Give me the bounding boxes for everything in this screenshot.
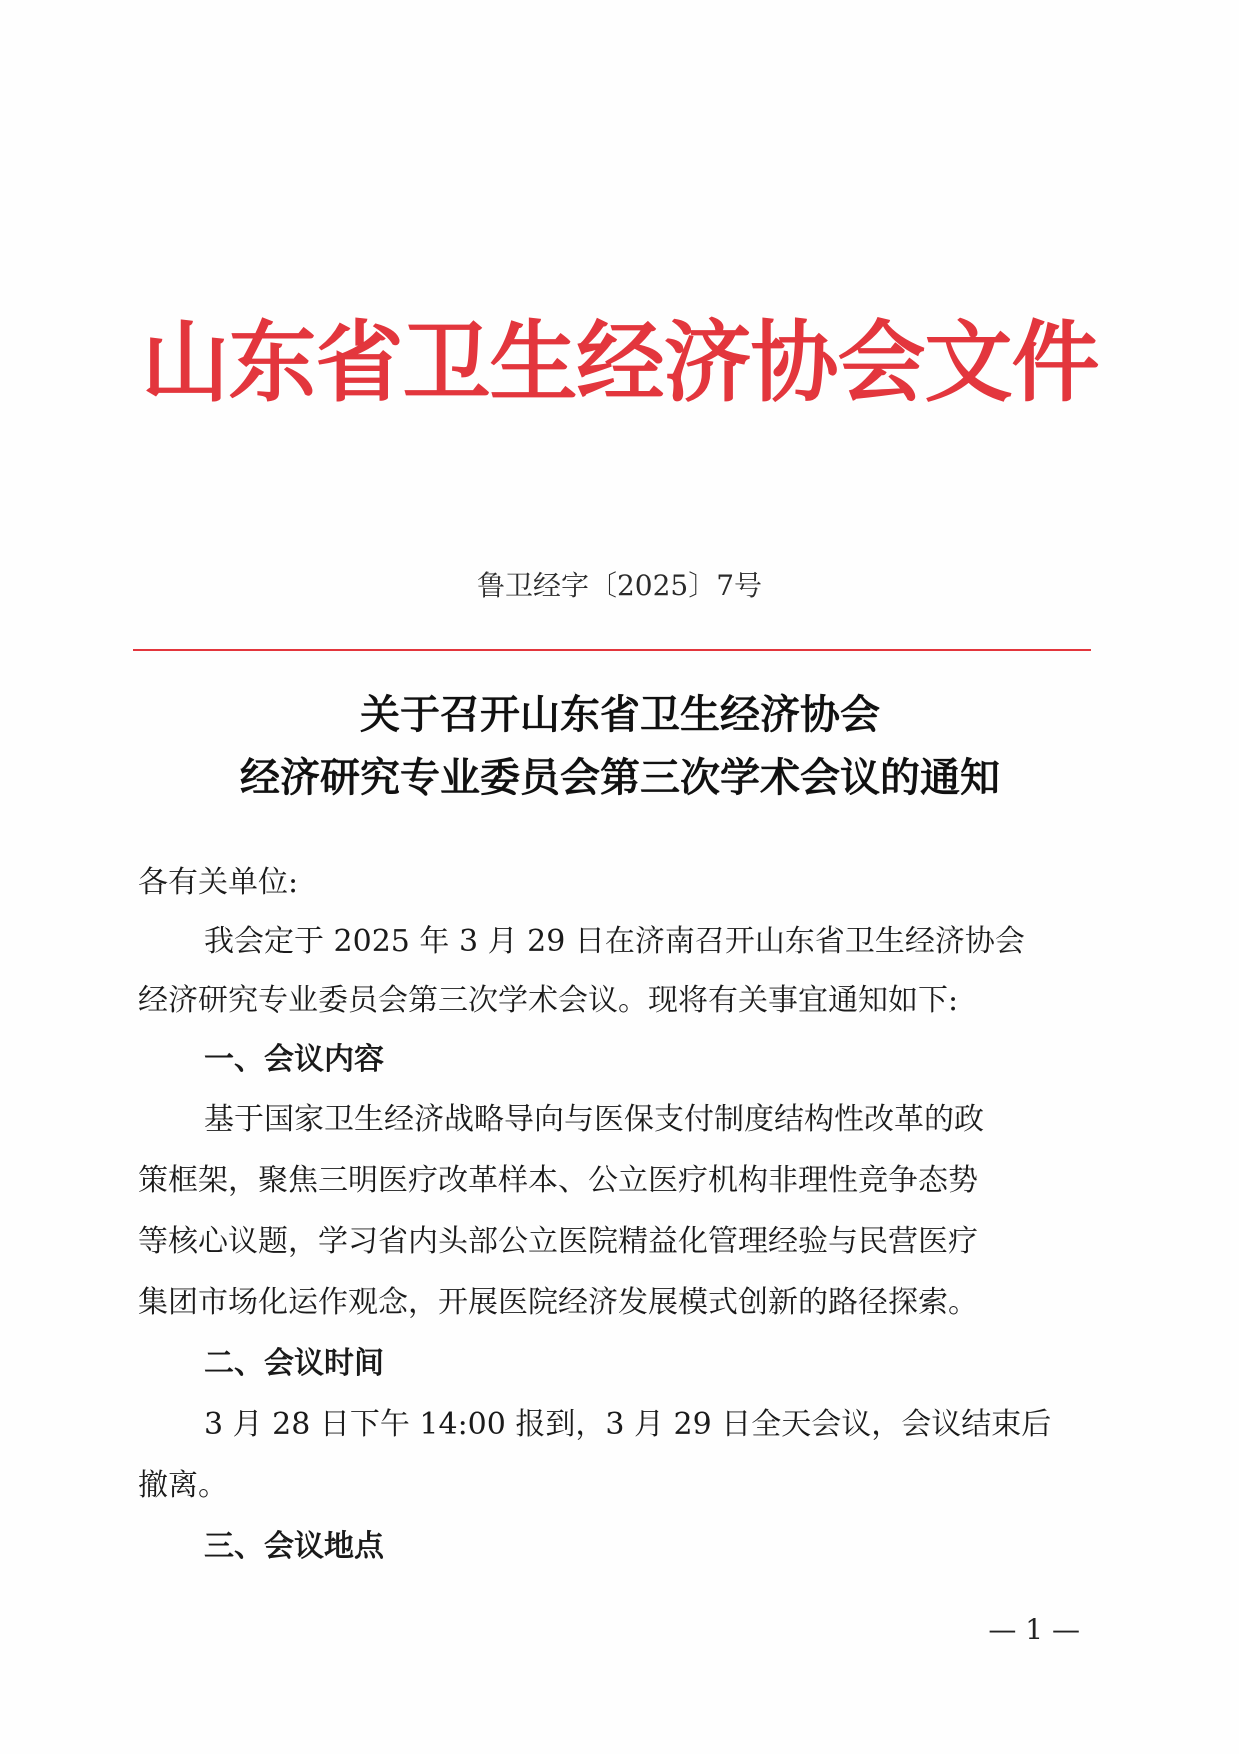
document-number: 鲁卫经字〔2025〕7号 <box>476 569 763 602</box>
section1-line-1: 基于国家卫生经济战略导向与医保支付制度结构性改革的政 <box>204 1102 984 1137</box>
section1-line-4: 集团市场化运作观念，开展医院经济发展模式创新的路径探索。 <box>138 1285 978 1320</box>
intro-paragraph-line-2: 经济研究专业委员会第三次学术会议。现将有关事宜通知如下: <box>138 983 959 1018</box>
section1-line-3: 等核心议题，学习省内头部公立医院精益化管理经验与民营医疗 <box>138 1224 978 1259</box>
intro-paragraph-line-1: 我会定于 2025 年 3 月 29 日在济南召开山东省卫生经济协会 <box>204 924 1025 959</box>
section-heading-content: 一、会议内容 <box>204 1042 384 1077</box>
notice-title-line-2: 经济研究专业委员会第三次学术会议的通知 <box>240 754 1000 801</box>
salutation: 各有关单位: <box>138 865 299 900</box>
section2-line-1: 3 月 28 日下午 14:00 报到，3 月 29 日全天会议，会议结束后 <box>204 1407 1052 1442</box>
page-number: — 1 — <box>988 1613 1080 1646</box>
section2-line-2: 撤离。 <box>138 1468 228 1503</box>
org-header-title: 山东省卫生经济协会文件 <box>141 310 1099 414</box>
notice-title-line-1: 关于召开山东省卫生经济协会 <box>360 691 880 738</box>
section1-line-2: 策框架，聚焦三明医疗改革样本、公立医疗机构非理性竞争态势 <box>138 1163 978 1198</box>
section-heading-location: 三、会议地点 <box>204 1529 384 1564</box>
red-divider <box>133 649 1091 651</box>
section-heading-time: 二、会议时间 <box>204 1346 384 1381</box>
